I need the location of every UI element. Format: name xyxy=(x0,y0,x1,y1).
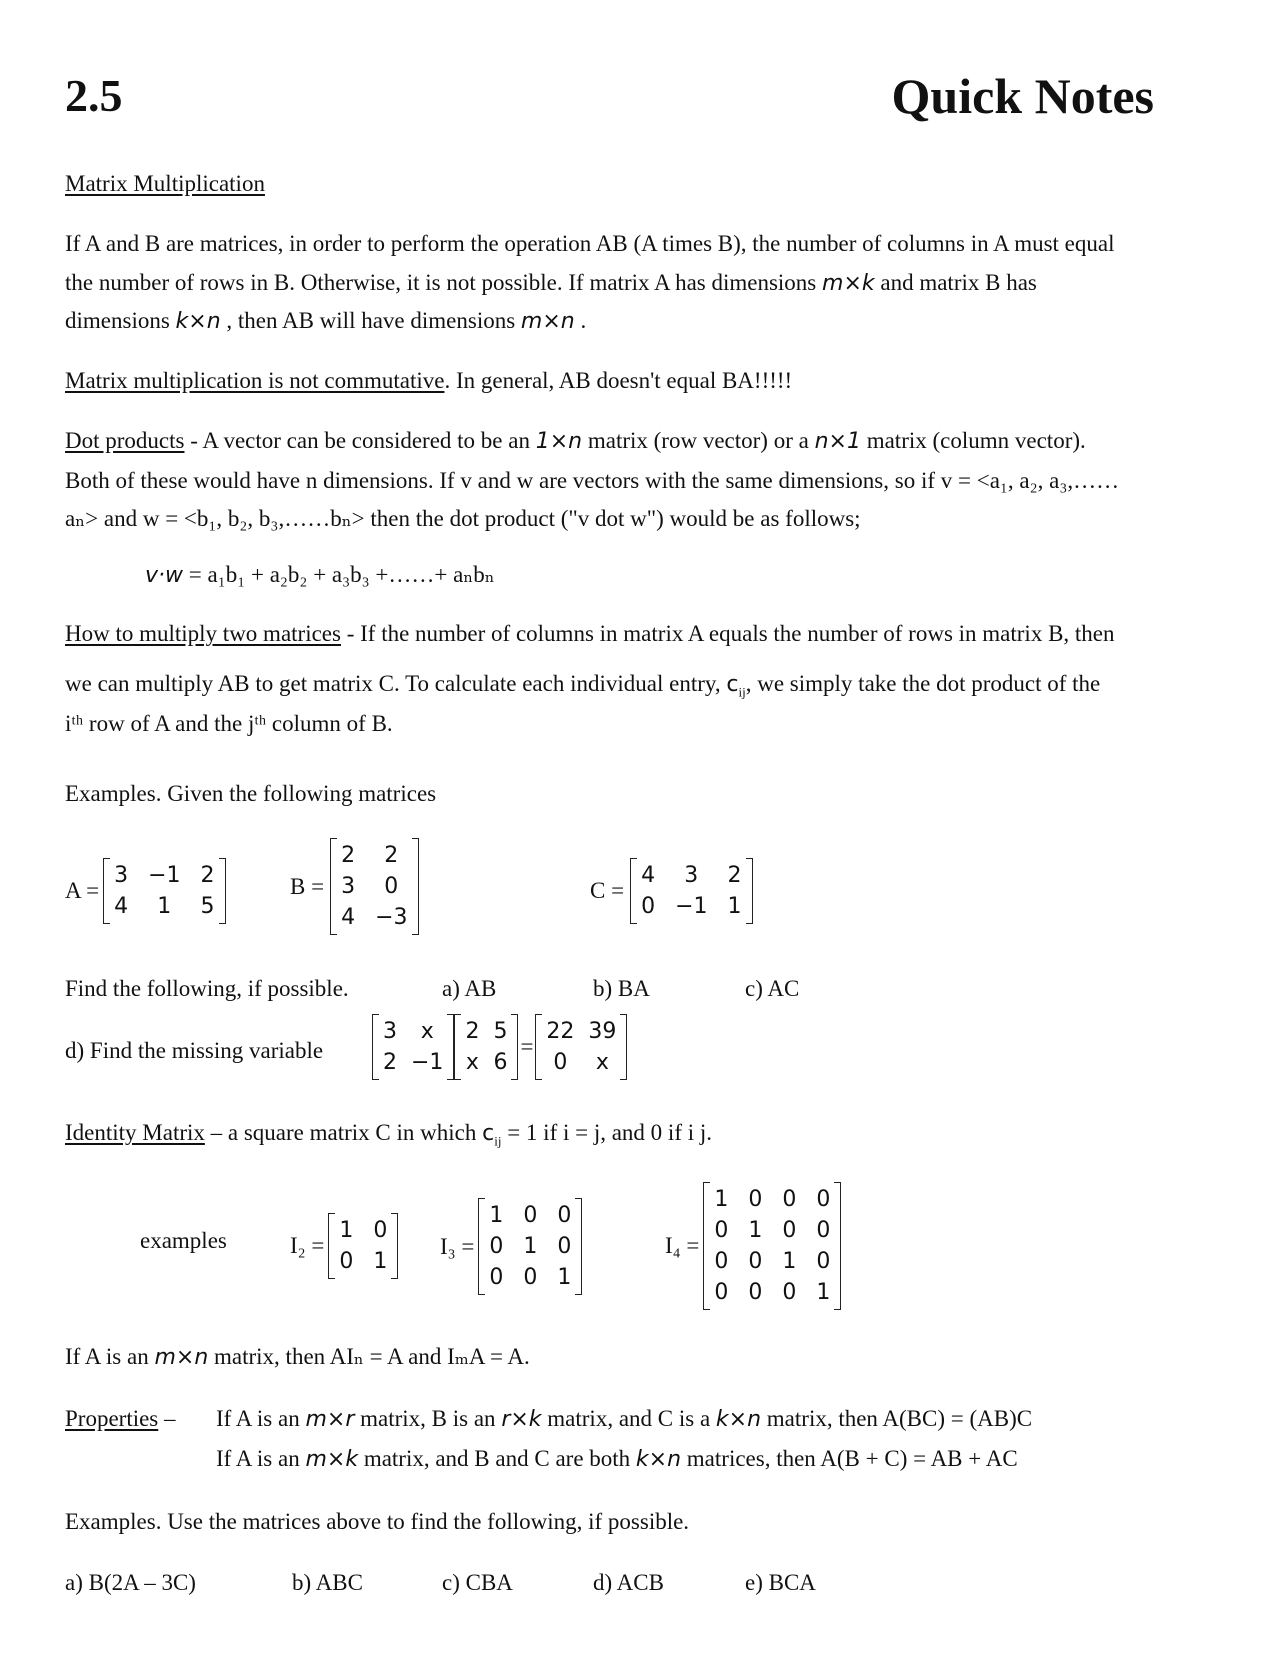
entry-c: c xyxy=(726,672,739,697)
matrix-cell: 0 xyxy=(748,1187,763,1212)
matrix-cell: 0 xyxy=(489,1234,504,1259)
matrix-b-body xyxy=(330,838,418,935)
mm-paragraph-line-2 xyxy=(65,264,1037,303)
dot-formula xyxy=(145,556,495,595)
final-item-d: d) ACB xyxy=(593,1570,664,1595)
matrix-cell: 1 xyxy=(727,894,742,919)
heading-matrix-multiplication: Matrix Multiplication xyxy=(65,171,265,196)
missing-matrix-2 xyxy=(454,1014,518,1080)
find-item-c: c) AC xyxy=(745,976,800,1001)
matrix-b xyxy=(290,838,419,935)
mm-text: . xyxy=(574,308,587,333)
i2-body xyxy=(328,1213,398,1279)
prop-text: matrix, and C is a xyxy=(541,1406,716,1431)
math-dim: k×n xyxy=(635,1447,682,1472)
matrix-c-label: C = xyxy=(590,878,625,903)
identity-text: = 1 if i = j, and 0 if i j. xyxy=(501,1120,713,1145)
matrix-b-label: B = xyxy=(290,873,325,899)
matrix-cell: 2 xyxy=(383,1050,397,1075)
matrix-cell: −1 xyxy=(411,1050,444,1075)
final-item-a: a) B(2A – 3C) xyxy=(65,1570,196,1595)
matrix-cell: 1 xyxy=(714,1187,729,1212)
dot-text: - A vector can be considered to be an xyxy=(184,428,536,453)
matrix-cell: x xyxy=(595,1050,609,1075)
identity-examples-label: examples xyxy=(140,1228,227,1253)
matrix-cell: 4 xyxy=(114,894,129,919)
identity-text: – a square matrix C in which xyxy=(204,1120,483,1145)
dot-text: matrix (row vector) or a xyxy=(582,428,815,453)
commutative-line xyxy=(65,362,792,400)
matrix-cell: 1 xyxy=(157,894,172,919)
matrix-cell: x xyxy=(465,1050,479,1075)
matrix-cell: 1 xyxy=(557,1265,572,1290)
mm-text: the number of rows in B. Otherwise, it is not possible. If matrix A has dimensions xyxy=(65,270,823,295)
missing-variable-equation xyxy=(372,1014,627,1080)
matrix-cell: 0 xyxy=(641,894,656,919)
mm-text: , then AB will have dimensions xyxy=(220,308,521,333)
matrix-cell: 4 xyxy=(341,905,356,930)
final-item-c: c) CBA xyxy=(442,1570,513,1595)
matrix-cell: 2 xyxy=(341,843,356,868)
matrix-cell: 0 xyxy=(782,1187,797,1212)
dot-line-1 xyxy=(65,422,1086,461)
math-dim: m×n xyxy=(154,1345,209,1370)
properties-heading-text: Properties xyxy=(65,1406,159,1431)
find-item-b: b) BA xyxy=(593,976,650,1001)
identity-i4 xyxy=(665,1182,841,1310)
missing-matrix-3 xyxy=(535,1014,627,1080)
matrix-cell: −3 xyxy=(375,905,408,930)
math-dim: 1×n xyxy=(535,429,583,454)
page-title: Quick Notes xyxy=(891,68,1154,124)
dot-text: matrix (column vector). xyxy=(860,428,1086,453)
howto-line-1 xyxy=(65,615,1115,653)
dot-products-heading: Dot products xyxy=(65,428,185,453)
ai-text: If A is an xyxy=(65,1344,155,1369)
matrix-cell: 0 xyxy=(816,1249,831,1274)
math-dim: m×n xyxy=(520,309,575,334)
matrix-cell: 5 xyxy=(493,1019,508,1044)
matrix-cell: 4 xyxy=(641,863,656,888)
math-dim: n×1 xyxy=(814,429,861,454)
i4-label: I₄ = xyxy=(665,1233,700,1258)
ai-text: matrix, then AIₙ = A and IₘA = A. xyxy=(208,1344,530,1369)
missing-variable-label: d) Find the missing variable xyxy=(65,1038,324,1063)
dot-formula-rhs: = a₁b₁ + a₂b₂ + a₃b₃ +……+ aₙbₙ xyxy=(188,562,495,587)
identity-i2 xyxy=(290,1213,398,1279)
matrix-cell: 2 xyxy=(465,1019,480,1044)
examples-heading: Examples. Given the following matrices xyxy=(65,781,437,806)
matrix-cell: 2 xyxy=(200,863,215,888)
identity-i3 xyxy=(440,1198,582,1295)
matrix-c xyxy=(590,858,753,924)
dot-line-2: Both of these would have n dimensions. If v and w are vectors with the same dimensions, so if v = <a₁, a₂, a₃,…… xyxy=(65,468,1120,493)
identity-line xyxy=(65,1114,712,1161)
properties-heading xyxy=(65,1400,176,1438)
matrix-cell: 3 xyxy=(114,863,129,888)
matrix-cell: 0 xyxy=(816,1218,831,1243)
matrix-cell: 0 xyxy=(553,1050,568,1075)
matrix-cell: 1 xyxy=(489,1203,504,1228)
matrix-cell: 1 xyxy=(782,1249,797,1274)
properties-dash: – xyxy=(158,1406,176,1431)
property-distributive xyxy=(216,1440,1018,1479)
matrix-cell: 0 xyxy=(489,1265,504,1290)
matrix-cell: 6 xyxy=(493,1050,508,1075)
matrix-a xyxy=(65,858,226,924)
matrix-a-body xyxy=(103,858,225,924)
matrix-a-label: A = xyxy=(65,878,100,903)
missing-matrix-1 xyxy=(372,1014,454,1080)
matrix-cell: 1 xyxy=(748,1218,763,1243)
howto-text: - If the number of columns in matrix A equals the number of rows in matrix B, then xyxy=(340,621,1115,646)
matrix-cell: 1 xyxy=(339,1218,354,1243)
entry-c: c xyxy=(482,1121,495,1146)
matrix-cell: 0 xyxy=(748,1249,763,1274)
math-dim: r×k xyxy=(501,1407,542,1432)
matrix-cell: 3 xyxy=(684,863,699,888)
dot-formula-lhs: v·w xyxy=(145,563,184,588)
matrix-cell: 0 xyxy=(339,1249,354,1274)
mm-paragraph-line-1 xyxy=(65,225,1114,263)
matrix-cell: 0 xyxy=(714,1218,729,1243)
identity-property-line xyxy=(65,1338,530,1377)
dot-line-3: aₙ> and w = <b₁, b₂, b₃,……bₙ> then the dot product ("v dot w") would be as follows; xyxy=(65,506,861,531)
entry-subscript: ij xyxy=(738,684,746,700)
property-associative xyxy=(216,1400,1032,1439)
matrix-cell: 0 xyxy=(816,1187,831,1212)
matrix-cell: 0 xyxy=(557,1203,572,1228)
matrix-cell: 0 xyxy=(782,1218,797,1243)
matrix-cell: 0 xyxy=(748,1280,763,1305)
matrix-cell: 3 xyxy=(383,1019,397,1044)
find-label: Find the following, if possible. xyxy=(65,976,349,1001)
math-dim: k×n xyxy=(175,309,221,334)
matrix-cell: 1 xyxy=(816,1280,831,1305)
prop-text: matrix, and B and C are both xyxy=(358,1446,636,1471)
section-number: 2.5 xyxy=(65,70,123,121)
math-dim: m×k xyxy=(822,271,875,296)
howto-text: , we simply take the dot product of the xyxy=(745,671,1101,696)
identity-heading: Identity Matrix xyxy=(65,1120,205,1145)
matrix-cell: x xyxy=(420,1019,434,1044)
matrix-cell: 0 xyxy=(782,1280,797,1305)
final-item-b: b) ABC xyxy=(292,1570,363,1595)
prop-text: matrix, then A(BC) = (AB)C xyxy=(761,1406,1033,1431)
commutative-rest: . In general, AB doesn't equal BA!!!!! xyxy=(444,368,793,393)
matrix-cell: 0 xyxy=(714,1280,729,1305)
mm-text: and matrix B has xyxy=(874,270,1037,295)
matrix-cell: 1 xyxy=(373,1249,388,1274)
i3-label: I₃ = xyxy=(440,1233,475,1259)
entry-subscript: ij xyxy=(494,1133,502,1149)
matrix-cell: 3 xyxy=(341,874,356,899)
prop-text: If A is an xyxy=(216,1406,306,1431)
matrix-cell: 2 xyxy=(384,843,399,868)
matrix-cell: 2 xyxy=(727,863,742,888)
equals-sign: = xyxy=(520,1034,534,1059)
math-dim: m×r xyxy=(305,1407,355,1432)
matrix-c-body xyxy=(630,858,752,924)
mm-text: dimensions xyxy=(65,308,176,333)
matrix-cell: 5 xyxy=(200,894,215,919)
matrix-cell: −1 xyxy=(675,894,708,919)
prop-text: matrices, then A(B + C) = AB + AC xyxy=(681,1446,1018,1471)
examples-2-heading: Examples. Use the matrices above to find the following, if possible. xyxy=(65,1509,690,1534)
mm-text: If A and B are matrices, in order to perform the operation AB (A times B), the number of columns in A must equal xyxy=(65,231,1115,256)
howto-line-3: iᵗʰ row of A and the jᵗʰ column of B. xyxy=(65,711,393,736)
matrix-cell: 0 xyxy=(373,1218,388,1243)
matrix-cell: 0 xyxy=(384,874,399,899)
matrix-cell: 39 xyxy=(588,1019,617,1044)
matrix-cell: 0 xyxy=(523,1203,538,1228)
find-item-a: a) AB xyxy=(442,976,497,1001)
mm-paragraph-line-3 xyxy=(65,302,586,341)
matrix-cell: 22 xyxy=(546,1019,575,1044)
matrix-cell: 0 xyxy=(714,1249,729,1274)
i4-body xyxy=(703,1182,841,1310)
howto-heading: How to multiply two matrices xyxy=(65,621,341,646)
math-dim: k×n xyxy=(715,1407,762,1432)
howto-text: we can multiply AB to get matrix C. To calculate each individual entry, xyxy=(65,671,727,696)
prop-text: If A is an xyxy=(216,1446,306,1471)
matrix-cell: 0 xyxy=(523,1265,538,1290)
matrix-cell: 0 xyxy=(557,1234,572,1259)
matrix-cell: −1 xyxy=(148,863,181,888)
math-dim: m×k xyxy=(305,1447,359,1472)
final-item-e: e) BCA xyxy=(745,1570,816,1595)
commutative-underlined: Matrix multiplication is not commutative xyxy=(65,368,445,393)
prop-text: matrix, B is an xyxy=(354,1406,502,1431)
i3-body xyxy=(478,1198,582,1295)
matrix-cell: 1 xyxy=(523,1234,538,1259)
i2-label: I₂ = xyxy=(290,1233,325,1258)
